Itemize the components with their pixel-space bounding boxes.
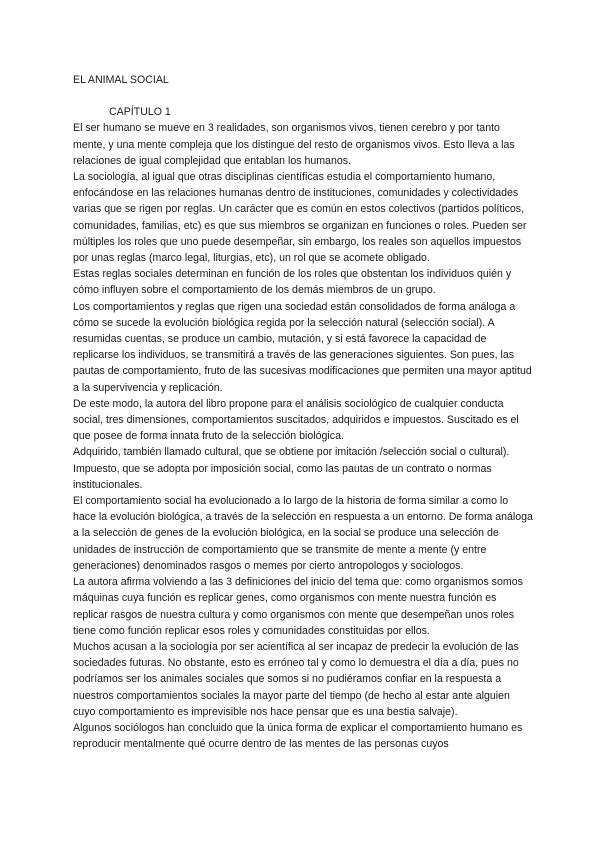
paragraph: Los comportamientos y reglas que rigen una sociedad están consolidados de forma análoga a cómo se sucede la evolución biológica regida por la selección natural (selección social). A resumidas cuentas, se produce un cambio, mutación, y si está favorece la capacidad de replicarse los individuos, se transmitirá a través de las generaciones siguientes. Son pues, las pautas de comportamiento, fruto de las sucesivas modificaciones que permiten una mayor aptitud a la supervivencia y replicación.	[73, 300, 532, 394]
paragraph: Estas reglas sociales determinan en función de los roles que obstentan los individuos quién y cómo influyen sobre el comportamiento de los demás miembros de un grupo.	[73, 268, 512, 297]
paragraph: De este modo, la autora del libro propone para el análisis sociológico de cualquier conducta social, tres dimensiones, comportamientos suscitados, adquiridos e impuestos. Suscitado es el que posee de forma innata fruto de la selección biológica.	[73, 397, 519, 443]
chapter-heading: CAPÍTULO 1	[109, 106, 171, 119]
document-title: EL ANIMAL SOCIAL	[73, 74, 169, 86]
paragraph: La sociología, al igual que otras disciplinas científicas estudia el comportamiento humano, enfocándose en las relaciones humanas dentro de instituciones, comunidades y colectividades varias que se rigen por reglas. Un carácter que es común en estos colectivos (partidos políticos, comunidades, familias, etc) es que sus miembros se organizan en funciones o roles. Pueden ser múltiples los roles que uno puede desempeñar, sin embargo, los reales son aquellos impuestos por unas reglas (marco legal, liturgias, etc), un rol que se acomete obligado.	[73, 171, 527, 265]
paragraph: La autora afirma volviendo a las 3 definiciones del inicio del tema que: como organismos somos máquinas cuya función es replicar genes, como organismos con mente nuestra función es replicar rasgos de nuestra cultura y como organismos con mente que desempeñan unos roles tiene como función replicar esos roles y comunidades constituidas por ellos.	[73, 576, 523, 637]
paragraph: Algunos sociólogos han concluido que la única forma de explicar el comportamiento humano es reproducir mentalmente qué ocurre dentro de las mentes de las personas cuyos	[73, 721, 523, 751]
document-page	[73, 72, 533, 752]
paragraph: El ser humano se mueve en 3 realidades, son organismos vivos, tienen cerebro y por tanto mente, y una mente compleja que los distingue del resto de organismos vivos. Esto lleva a las relaciones de igual complejidad que entablan los humanos.	[73, 122, 515, 167]
paragraph: Muchos acusan a la sociología por ser acientífica al ser incapaz de predecir la evolución de las sociedades futuras. No obstante, esto es erróneo tal y como lo demuestra el día a día, pues no podríamos ser los animales sociales que somos si no pudiéramos confiar en la respuesta a nuestros comportamientos sociales la mayor parte del tiempo (de hecho al estar ante alguien cuyo comportamiento es imprevisible nos hace pensar que es una bestia salvaje).	[73, 640, 519, 718]
paragraph: Adquirido, también llamado cultural, que se obtiene por imitación /selección social o cultural). Impuesto, que se adopta por imposición social, como las pautas de un contrato o normas institucionales.	[73, 446, 510, 491]
paragraph: El comportamiento social ha evolucionado a lo largo de la historia de forma similar a como lo hace la evolución biológica, a través de la selección en respuesta a un entorno. De forma análoga a la selección de genes de la evolución biológica, en la social se produce una selección de unidades de instrucción de comportamiento que se transmite de mente a mente (y entre generaciones) denominados rasgos o memes por cierto antropologos y sociologos.	[73, 495, 533, 572]
